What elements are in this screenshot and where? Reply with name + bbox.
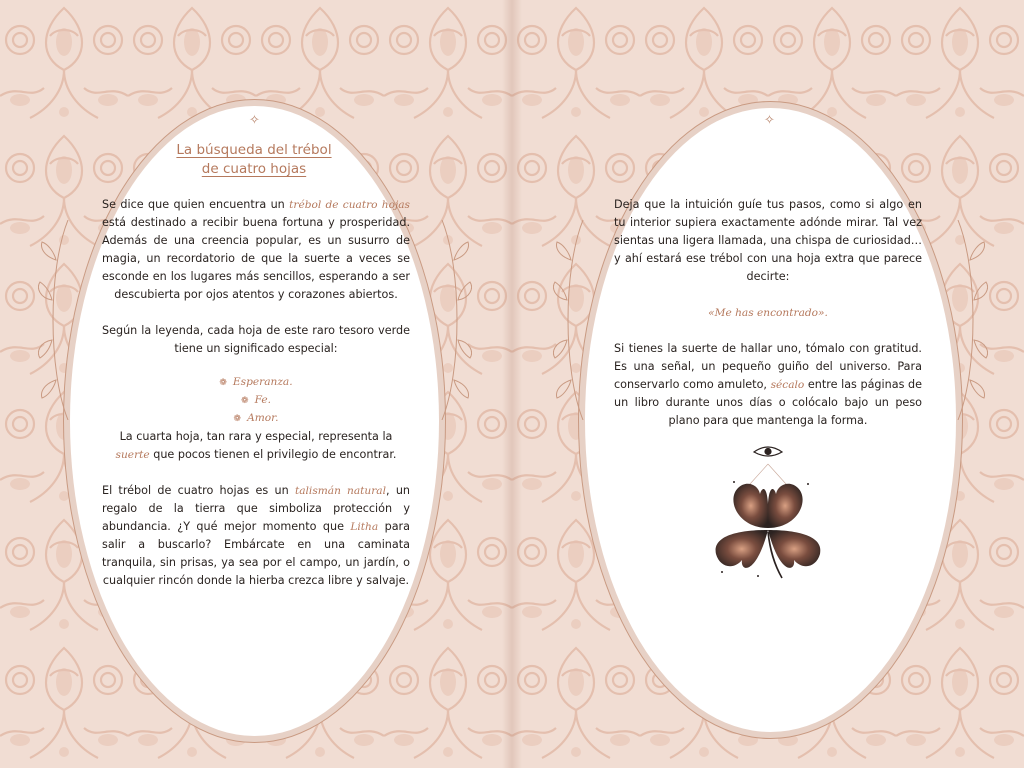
flower-bullet-icon: ❁ (241, 396, 249, 406)
p4-accent-litha: Litha (350, 521, 379, 533)
right-page-body (614, 196, 922, 430)
right-vine-ornament (948, 220, 988, 420)
right-paragraph-1: Deja que la intuición guíe tus pasos, como si algo en tu interior supiera exactamente adónde mirar. Tal vez sientas una ligera llamada, una chispa de curiosidad… y ahí estará ese trébol con una hoja extra que parece decirte: (614, 198, 922, 283)
p2-text-start: Si tienes la suerte de hallar uno, tómalo con gratitud. Es una señal, un pequeño guiño del universo. Para conservarlo como amuleto, (614, 342, 922, 391)
p3-text-end: que pocos tienen el privilegio de encontrar. (149, 448, 397, 461)
left-page-top-ornament: ✧ (249, 113, 260, 128)
p1-text-end: está destinado a recibir buena fortuna y prosperidad. Además de una creencia popular, es un susurro de magia, un recordatorio de que la suerte a veces se esconde en los lugares más sencillos, esperando a ser descubierta por ojos atentos y corazones abiertos. (102, 216, 410, 301)
right-page-top-ornament: ✧ (764, 113, 775, 128)
p3-accent-luck: suerte (115, 449, 150, 461)
title-line-1: La búsqueda del trébol (176, 142, 332, 158)
right-quote: «Me has encontrado». (708, 307, 828, 319)
book-gutter (502, 0, 522, 768)
left-paragraph-3 (102, 428, 410, 464)
title-line-2: de cuatro hojas (201, 161, 307, 177)
p1-text-start: Se dice que quien encuentra un (102, 198, 290, 211)
virtue-item: ❁ Esperanza. (219, 376, 293, 388)
virtues-list (102, 374, 410, 428)
p1-accent-clover: trébol de cuatro hojas (289, 199, 410, 211)
left-vine-ornament (38, 220, 78, 420)
p4-text-mid: , un regalo de la tierra que simboliza protección y abundancia. ¿Y qué mejor momento que (102, 484, 410, 533)
p2-text-end: entre las páginas de un libro durante unos días o colócalo bajo un peso plano para que mantenga la forma. (614, 378, 922, 427)
p4-text-start: El trébol de cuatro hojas es un (102, 484, 295, 497)
flower-bullet-icon: ❁ (219, 378, 227, 388)
eye-icon (750, 447, 786, 484)
right-paragraph-2 (614, 340, 922, 430)
left-paragraph-1 (102, 196, 410, 304)
p2-accent-dry: sécalo (770, 379, 805, 391)
clover-leaves (716, 484, 821, 568)
left-page-body (102, 196, 410, 590)
virtue-item: ❁ Amor. (233, 412, 279, 424)
right-page-left-vine-ornament (553, 220, 593, 420)
p3-text-start: La cuarta hoja, tan rara y especial, representa la (119, 430, 393, 443)
flower-bullet-icon: ❁ (233, 414, 242, 424)
four-leaf-clover-illustration (708, 440, 828, 585)
left-page-title (154, 141, 354, 179)
virtue-item: ❁ Fe. (241, 394, 271, 406)
p4-accent-talisman: talismán natural (294, 485, 386, 497)
left-paragraph-4 (102, 482, 410, 590)
left-page-right-vine-ornament (432, 220, 472, 420)
p4-text-end: para salir a buscarlo? Embárcate en una caminata tranquila, sin prisas, ya sea por el campo, un jardín, o cualquier rincón donde la hierba crezca libre y salvaje. (102, 520, 410, 587)
left-paragraph-2: Según la leyenda, cada hoja de este raro tesoro verde tiene un significado especial: (102, 324, 410, 355)
